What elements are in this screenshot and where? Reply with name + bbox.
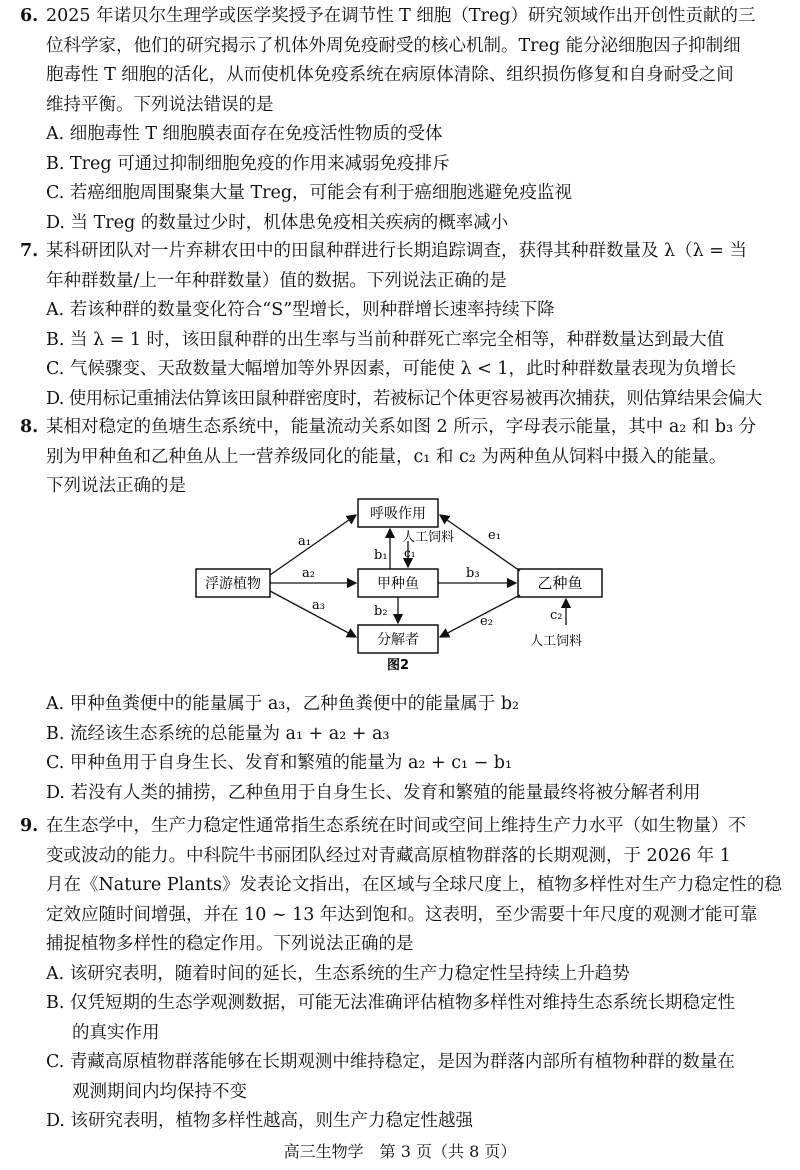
question-stem-line: 某相对稳定的鱼塘生态系统中，能量流动关系如图 2 所示，字母表示能量，其中 a₂ 和 b₃ 分 (46, 417, 757, 437)
question-stem-line: 年种群数量/上一年种群数量）值的数据。下列说法正确的是 (46, 270, 507, 291)
option-b: B. 流经该生态系统的总能量为 a₁ + a₂ + a₃ (46, 723, 390, 744)
node-decomposer-label: 分解者 (377, 632, 419, 648)
figure-caption: 图2 (386, 658, 410, 673)
option-a: A. 若该种群的数量变化符合“S”型增长，则种群增长速率持续下降 (46, 300, 555, 320)
question-number: 8. (20, 417, 39, 437)
question-stem-line: 位科学家，他们的研究揭示了机体外周免疫耐受的核心机制。Treg 能分泌细胞因子抑制细 (46, 35, 741, 56)
node-plankton (196, 569, 270, 597)
question-stem-line: 维持平衡。下列说法错误的是 (46, 94, 274, 115)
option-c-continued: 观测期间内均保持不变 (72, 1081, 247, 1102)
label-e1: e₁ (488, 528, 501, 543)
question-stem-line: 某科研团队对一片弃耕农田中的田鼠种群进行长期追踪调查，获得其种群数量及 λ（λ = 当 (46, 241, 748, 261)
option-a: A. 细胞毒性 T 细胞膜表面存在免疫活性物质的受体 (46, 124, 443, 144)
question-6 (20, 2, 784, 238)
label-b2: b₂ (374, 604, 388, 619)
label-e2: e₂ (480, 614, 493, 629)
question-8 (20, 413, 784, 502)
question-9 (20, 812, 784, 1137)
node-fish-a-label: 甲种鱼 (377, 576, 419, 592)
node-fish-b (518, 569, 602, 597)
label-a1: a₁ (298, 534, 311, 549)
option-c: C. 若癌细胞周围聚集大量 Treg，可能会有利于癌细胞逃避免疫监视 (46, 183, 573, 203)
option-c: C. 气候骤变、天敌数量大幅增加等外界因素，可能使 λ < 1，此时种群数量表现为负增长 (46, 359, 736, 379)
option-a: A. 该研究表明，随着时间的延长，生态系统的生产力稳定性呈持续上升趋势 (46, 963, 630, 984)
question-stem-line: 2025 年诺贝尔生理学或医学奖授予在调节性 T 细胞（Treg）研究领域作出开创性贡献的三 (46, 6, 756, 26)
option-d: D. 若没有人类的捕捞，乙种鱼用于自身生长、发育和繁殖的能量最终将被分解者利用 (46, 782, 701, 803)
option-c: C. 甲种鱼用于自身生长、发育和繁殖的能量为 a₂ + c₁ − b₁ (46, 753, 513, 773)
question-stem-line: 别为甲种鱼和乙种鱼从上一营养级同化的能量，c₁ 和 c₂ 为两种鱼从饲料中摄入的能量。 (46, 446, 727, 467)
feed-label-right: 人工饲料 (530, 634, 583, 649)
option-b: B. 当 λ = 1 时，该田鼠种群的出生率与当前种群死亡率完全相等，种群数量达到最大值 (46, 329, 725, 350)
option-d: D. 使用标记重捕法估算该田鼠种群密度时，若被标记个体更容易被再次捕获，则估算结果会偏大 (46, 388, 762, 409)
question-stem-line: 变或波动的能力。中科院牛书丽团队经过对青藏高原植物群落的长期观测，于 2026 年 1 (46, 845, 731, 866)
question-stem-line: 捕捉植物多样性的稳定作用。下列说法正确的是 (46, 934, 414, 954)
energy-flow-diagram (190, 495, 610, 673)
question-stem-line: 在生态学中，生产力稳定性通常指生态系统在时间或空间上维持生产力水平（如生物量）不 (46, 816, 746, 836)
label-a3: a₃ (312, 598, 325, 613)
option-b: B. Treg 可通过抑制细胞免疫的作用来减弱免疫排斥 (46, 153, 450, 174)
question-7 (20, 237, 784, 414)
question-stem-line: 下列说法正确的是 (46, 476, 186, 496)
node-fish-a (358, 569, 438, 597)
node-plankton-label: 浮游植物 (205, 576, 261, 592)
option-a: A. 甲种鱼粪便中的能量属于 a₃，乙种鱼粪便中的能量属于 b₂ (46, 694, 520, 714)
question-number: 6. (20, 6, 39, 26)
label-c1: c₁ (404, 546, 416, 560)
question-stem-line: 胞毒性 T 细胞的活化，从而使机体免疫系统在病原体清除、组织损伤修复和自身耐受之间 (46, 65, 734, 85)
node-decomposer (358, 625, 438, 653)
node-respiration-label: 呼吸作用 (370, 506, 426, 522)
option-c: C. 青藏高原植物群落能够在长期观测中维持稳定，是因为群落内部所有植物种群的数量在 (46, 1052, 735, 1072)
feed-label-top: 人工饲料 (402, 530, 455, 545)
question-number: 9. (20, 816, 39, 836)
question-stem-line: 定效应随时间增强，并在 10 ~ 13 年达到饱和。这表明，至少需要十年尺度的观测才能可靠 (46, 904, 758, 925)
question-number: 7. (20, 241, 39, 261)
node-fish-b-label: 乙种鱼 (537, 574, 583, 592)
question-8-options (20, 690, 784, 808)
option-b: B. 仅凭短期的生态学观测数据，可能无法准确评估植物多样性对维持生态系统长期稳定性 (46, 993, 735, 1013)
label-b3: b₃ (466, 566, 480, 581)
label-c2: c₂ (550, 608, 563, 623)
option-d: D. 该研究表明，植物多样性越高，则生产力稳定性越强 (46, 1111, 474, 1131)
label-b1: b₁ (374, 548, 388, 563)
label-a2: a₂ (302, 566, 315, 581)
page-footer: 高三生物学 第 3 页（共 8 页） (283, 1142, 517, 1161)
option-d: D. 当 Treg 的数量过少时，机体患免疫相关疾病的概率减小 (46, 212, 509, 233)
question-stem-line: 月在《Nature Plants》发表论文指出，在区域与全球尺度上，植物多样性对生产力稳定性的稳 (46, 875, 782, 895)
option-b-continued: 的真实作用 (72, 1022, 160, 1043)
node-respiration (358, 499, 438, 527)
